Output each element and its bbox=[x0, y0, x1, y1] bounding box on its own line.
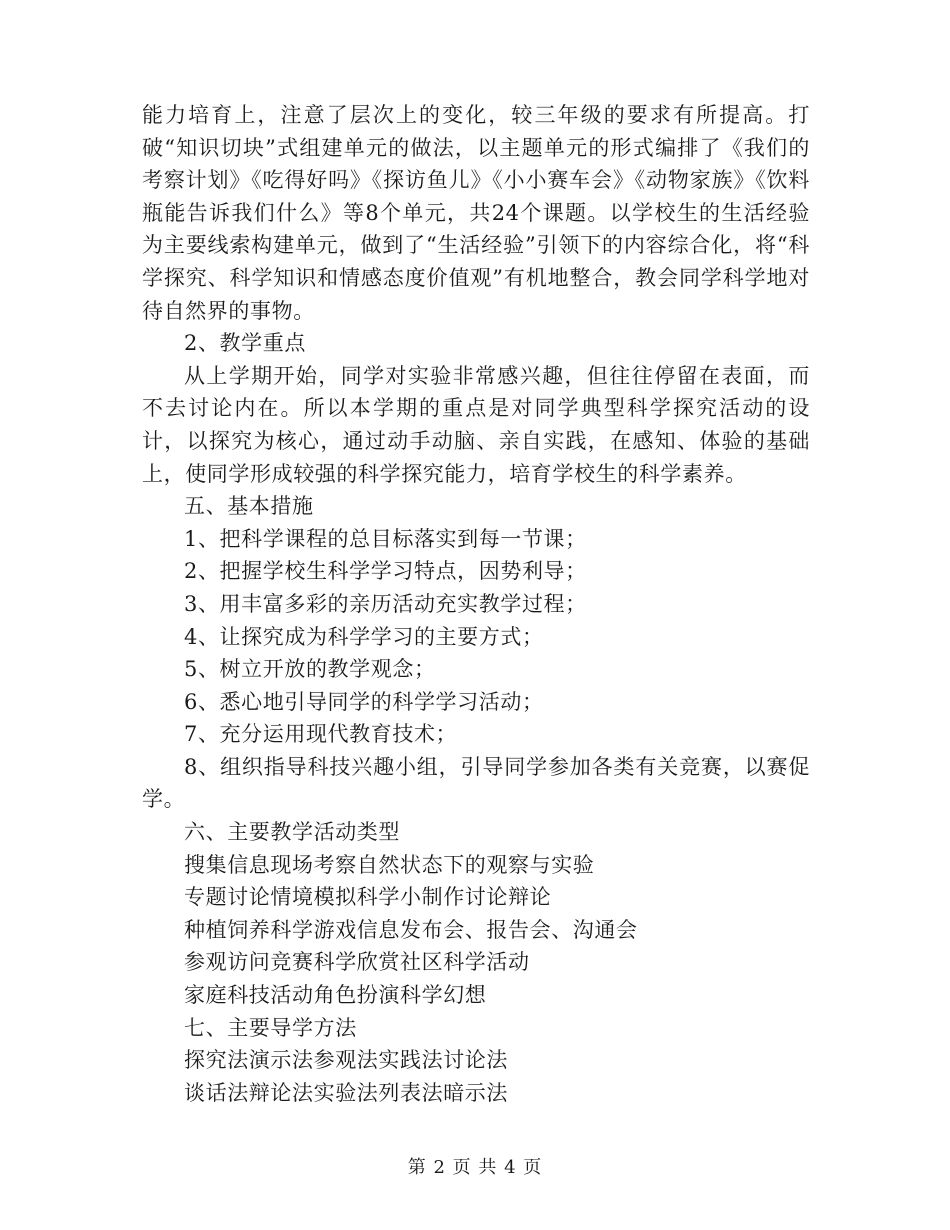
activity-line-5: 家庭科技活动角色扮演科学幻想 bbox=[184, 983, 487, 1008]
measure-item-4: 4、让探究成为科学学习的主要方式； bbox=[184, 624, 544, 649]
activity-line-1: 搜集信息现场考察自然状态下的观察与实验 bbox=[184, 852, 595, 877]
measure-item-5: 5、树立开放的教学观念； bbox=[184, 657, 436, 682]
measure-item-6: 6、悉心地引导同学的科学学习活动； bbox=[184, 689, 544, 714]
measure-item-7: 7、充分运用现代教育技术； bbox=[184, 722, 458, 747]
method-line-2: 谈话法辩论法实验法列表法暗示法 bbox=[184, 1080, 508, 1105]
page-number-footer: 第 2 页 共 4 页 bbox=[407, 1157, 543, 1178]
method-line-1: 探究法演示法参观法实践法讨论法 bbox=[184, 1048, 508, 1073]
activity-line-2: 专题讨论情境模拟科学小制作讨论辩论 bbox=[184, 885, 552, 910]
measure-item-8: 8、组织指导科技兴趣小组，引导同学参加各类有关竞赛，以赛促学。 bbox=[142, 754, 810, 812]
paragraph-teaching-focus: 从上学期开始，同学对实验非常感兴趣，但往往停留在表面，而不去讨论内在。所以本学期的重点是对同学典型科学探究活动的设计，以探究为核心，通过动手动脑、亲自实践，在感知、体验的基础上，使同学形成较强的科学探究能力，培育学校生的科学素养。 bbox=[142, 363, 810, 486]
measure-item-3: 3、用丰富多彩的亲历活动充实教学过程； bbox=[184, 591, 587, 616]
document-body bbox=[142, 99, 810, 1109]
heading-teaching-focus: 2、教学重点 bbox=[184, 331, 306, 356]
activity-line-4: 参观访问竞赛科学欣赏社区科学活动 bbox=[184, 950, 530, 975]
heading-activity-types: 六、主要教学活动类型 bbox=[184, 820, 400, 845]
heading-guidance-methods: 七、主要导学方法 bbox=[184, 1015, 357, 1040]
activity-line-3: 种植饲养科学游戏信息发布会、报告会、沟通会 bbox=[184, 917, 638, 942]
paragraph-intro-continued: 能力培育上，注意了层次上的变化，较三年级的要求有所提高。打破“知识切块”式组建单元的做法，以主题单元的形式编排了《我们的考察计划》《吃得好吗》《探访鱼儿》《小小赛车会》《动物家族》《饮料瓶能告诉我们什么》等8个单元，共24个课题。以学校生的生活经验为主要线索构建单元，做到了“生活经验”引领下的内容综合化，将“科学探究、科学知识和情感态度价值观”有机地整合，教会同学科学地对待自然界的事物。 bbox=[142, 103, 810, 323]
measure-item-1: 1、把科学课程的总目标落实到每一节课； bbox=[184, 526, 587, 551]
measure-item-2: 2、把握学校生科学学习特点，因势利导； bbox=[184, 559, 587, 584]
heading-basic-measures: 五、基本措施 bbox=[184, 494, 314, 519]
